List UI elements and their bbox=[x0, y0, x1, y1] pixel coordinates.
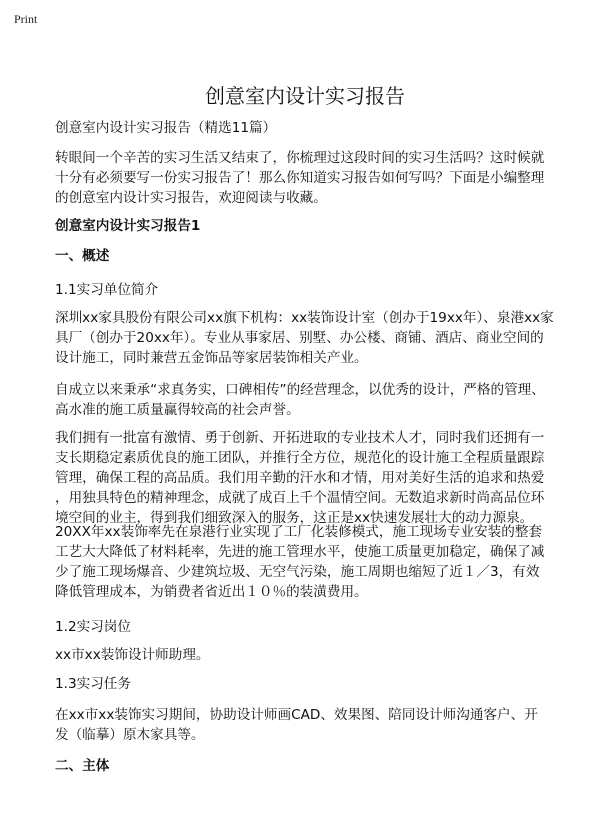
paragraph-mode bbox=[55, 522, 544, 602]
text-line: 转眼间一个辛苦的实习生活又结束了，你梳理过这段时间的实习生活吗？这时候就 bbox=[55, 150, 545, 166]
report-heading: 创意室内设计实习报告1 bbox=[55, 218, 201, 234]
text-line: 我们拥有一批富有激情、勇于创新、开拓进取的专业技术人才，同时我们还拥有一 bbox=[55, 430, 545, 446]
subheading-1-3: 1.3实习任务 bbox=[55, 676, 131, 692]
section-heading-main: 二、主体 bbox=[55, 758, 110, 774]
paragraph-philosophy bbox=[55, 380, 545, 420]
text-line: 境空间的业主，得到我们细致深入的服务，这正是xx快速发展壮大的动力源泉。 bbox=[55, 510, 534, 526]
text-line: 发（临摹）原木家具等。 bbox=[55, 727, 205, 743]
paragraph-team bbox=[55, 428, 544, 528]
text-line: 高水准的施工质量赢得较高的社会声誉。 bbox=[55, 402, 300, 418]
subheading-1-2: 1.2实习岗位 bbox=[55, 619, 131, 635]
text-line: 十分有必须要写一份实习报告了！那么你知道实习报告如何写吗？下面是小编整理 bbox=[55, 170, 545, 186]
text-line: 在xx市xx装饰实习期间，协助设计师画CAD、效果图、陪同设计师沟通客户、开 bbox=[55, 707, 538, 723]
text-line: ，用独具特色的精神理念，成就了成百上千个温情空间。无数追求新时尚高品位环 bbox=[55, 490, 545, 506]
subheading-1-1: 1.1实习单位简介 bbox=[55, 282, 159, 298]
text-line: 的创意室内设计实习报告，欢迎阅读与收藏。 bbox=[55, 190, 327, 206]
text-line: 少了施工现场爆音、少建筑垃圾、无空气污染，施工周期也缩短了近１／3，有效 bbox=[55, 564, 540, 580]
print-link[interactable]: Print bbox=[14, 12, 38, 26]
page-title: 创意室内设计实习报告 bbox=[205, 84, 405, 108]
text-line: 具厂（创办于20xx年）。专业从事家居、别墅、办公楼、商铺、酒店、商业空间的 bbox=[55, 330, 544, 346]
text-line: 管理，确保工程的高品质。我们用辛勤的汗水和才情，用对美好生活的追求和热爱 bbox=[55, 470, 545, 486]
text-line: 降低管理成本，为销费者省近出１０％的装潢费用。 bbox=[55, 584, 368, 600]
text-line: 支长期稳定素质优良的施工团队，并推行全方位，规范化的设计施工全程质量跟踪 bbox=[55, 450, 545, 466]
text-line: 深圳xx家具股份有限公司xx旗下机构：xx装饰设计室（创办于19xx年）、泉港xx家 bbox=[55, 310, 554, 326]
paragraph-tasks bbox=[55, 705, 538, 745]
section-heading-overview: 一、概述 bbox=[55, 248, 110, 264]
paragraph-position: xx市xx装饰设计师助理。 bbox=[55, 647, 210, 663]
text-line: 工艺大大降低了材料耗率，先进的施工管理水平，使施工质量更加稳定，确保了减 bbox=[55, 544, 545, 560]
text-line: 设计施工，同时兼营五金饰品等家居装饰相关产业。 bbox=[55, 350, 368, 366]
text-line: 20XX年xx装饰率先在泉港行业实现了工厂化装修模式，施工现场专业安装的整套 bbox=[55, 524, 543, 540]
intro-paragraph bbox=[55, 148, 544, 208]
text-line: 自成立以来秉承“求真务实，口碑相传”的经营理念，以优秀的设计，严格的管理、 bbox=[55, 382, 545, 398]
paragraph-company bbox=[55, 308, 554, 368]
subtitle: 创意室内设计实习报告（精选11篇） bbox=[55, 120, 277, 136]
